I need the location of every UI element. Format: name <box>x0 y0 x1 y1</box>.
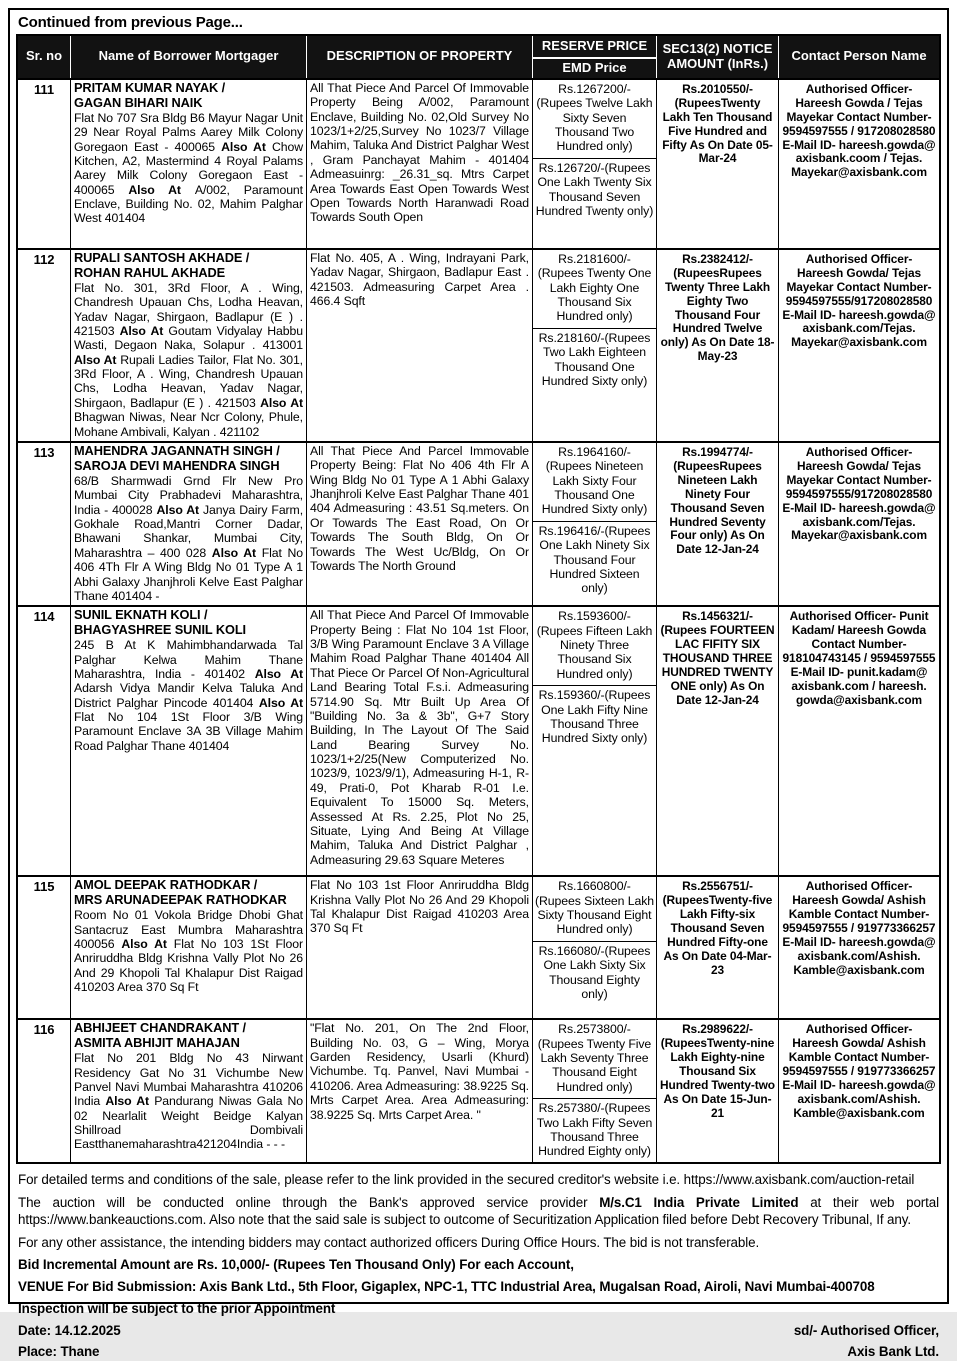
reserve-price-value: Rs.1964160/- (Rupees Nineteen Lakh Sixty Four Thousand One Hundred Sixty only) <box>533 443 656 522</box>
price-cell <box>532 443 656 605</box>
notice-amount-value: Rs.1456321/- (Rupees FOURTEEN LAC FIFITY SIX THOUSAND THREE HUNDRED TWENTY ONE only) As On Date 12-Jan-24 <box>656 607 778 875</box>
table-row <box>18 248 939 441</box>
price-cell <box>532 1020 656 1162</box>
borrower-cell <box>70 1020 306 1162</box>
borrower-name-line1: MAHENDRA JAGANNATH SINGH / <box>74 442 280 458</box>
notice-amount-value: Rs.1994774/- (RupeesRupees Nineteen Lakh Ninety Four Thousand Seven Hundred Seventy Four only) As On Date 12-Jan-24 <box>656 443 778 605</box>
borrower-name-line1: AMOL DEEPAK RATHODKAR / <box>74 877 258 893</box>
row-serial-number: 112 <box>33 251 55 267</box>
borrower-address: Flat No 201 Bldg No 43 Nirwant Residency Gat No 31 Vichumbe New Panvel Navi Mumbai Maharashtra 410206 India Also At Pandurang Niwas Gala No 02 Nearlalit Weight Beidge Kalyan Shillroad Dombivali Eastthanemaharashtra421204India - - - <box>74 1051 304 1152</box>
assistance-line: For any other assistance, the intending bidders may contact authorized officers During Office Hours. The bid is not transferable. <box>18 1234 760 1250</box>
property-description: Flat No. 405, A . Wing, Indrayani Park, Yadav Nagar, Shirgaon, Badlapur East . 421503. Admeasuring Carpet Area . 466.4 Sqft <box>306 250 532 441</box>
borrower-cell <box>70 250 306 441</box>
row-serial-number: 115 <box>33 879 55 895</box>
header-borrower-name: Name of Borrower Mortgager <box>70 36 306 78</box>
place-bank-row <box>18 1344 939 1361</box>
reserve-price-value: Rs.1593600/- (Rupees Fifteen Lakh Ninety Three Thousand Six Hundred only) <box>533 607 656 686</box>
reserve-price-value: Rs.1267200/- (Rupees Twelve Lakh Sixty Seven Thousand Two Hundred only) <box>533 80 656 159</box>
notice-amount-value: Rs.2989622/- (RupeesTwenty-nine Lakh Eighty-nine Thousand Six Hundred Twenty-two As On Date 15-Jun-21 <box>656 1020 778 1162</box>
header-reserve-price: RESERVE PRICE <box>533 36 656 59</box>
property-description: All That Piece And Parcel Of Immovable Property Being A/002, Paramount Enclave, Building No. 02,Old Survey No 1023/1+2/25,Survey No 1023/7 Village Mahim, Taluka And District Palghar West , Gram Panchayat Mahim - 401404 Admeasuinrg: _26.31_sq. Mtrs Carpet Area Towards East Open Towards West Open Towards North Haranwadi Road Towards South Open <box>306 80 532 248</box>
borrower-name-line1: RUPALI SANTOSH AKHADE / <box>74 249 250 265</box>
date-signature-row <box>18 1323 939 1340</box>
row-serial-number: 113 <box>33 444 55 460</box>
date-label: Date: 14.12.2025 <box>18 1322 121 1338</box>
terms-line: For detailed terms and conditions of the sale, please refer to the link provided in the secured creditor's website i.e. https://www.axisbank.com/auction-retail <box>18 1172 915 1188</box>
borrower-cell <box>70 877 306 1018</box>
bank-name-label: Axis Bank Ltd. <box>847 1344 939 1360</box>
borrower-address: Flat No. 301, 3Rd Floor, A . Wing, Chandresh Upauan Chs, Lodha Heavan, Yadav Nagar, Shirgaon, Badlapur (E ) . 421503 Also At Goutam Vidyalay Habbu Wasti, Degaon Naka, Solapur . 413001 Also At Rupali Ladies Tailor, Flat No. 301, 3Rd Floor, A . Wing, Chandresh Upauan Chs, Lodha Heavan, Yadav Nagar, Shirgaon, Badlapur (E ) . 421503 Also At Bhagwan Niwas, Near Ncr Colony, Phule, Mohane Ambivali, Kalyan . 421102 <box>74 280 304 439</box>
borrower-address: 245 B At K Mahimbhandarwada Tal Palghar Kelwa Mahim Thane Maharashtra, India - 401402 Also At Adarsh Vidya Mandir Kelva Taluka And District Palghar Pincode 401404 Also At Flat No 104 1St Floor 3/B Wing Paramount Enclave 3A 3B Village Mahim Road Palghar Thane 401404 <box>74 638 304 753</box>
borrower-name-line1: PRITAM KUMAR NAYAK / <box>74 79 226 95</box>
contact-person-value: Authorised Officer- Hareesh Gowda/ Ashish Kamble Contact Number- 9594597555 / 919773366257 E-Mail ID- hareesh.gowda@ axisbank.com/Ashish. Kamble@axisbank.com <box>778 1020 939 1162</box>
bid-increment-line: Bid Incremental Amount are Rs. 10,000/- (Rupees Ten Thousand Only) For each Account, <box>18 1257 574 1273</box>
property-description: All That Piece And Parcel Immovable Property Being: Flat No 406 4th Flr A Wing Bldg No 01 Type A 1 Abhi Galaxy Jhanjhroli Kelve East Palghar Thane 401 404 Admeasuring : 43.51 Sq.meters. On Or Towards The East Road, On Or Towards The South Bldg, On Or Towards The West Uc/Bldg, On Or Towards The North Ground <box>306 443 532 605</box>
header-contact-person: Contact Person Name <box>778 36 939 78</box>
footer-notes <box>16 1164 941 1361</box>
notice-amount-value: Rs.2382412/- (RupeesRupees Twenty Three Lakh Eighty Two Thousand Four Hundred Twelve only) As On Date 18-May-23 <box>656 250 778 441</box>
borrower-address: Room No 01 Vokola Bridge Dhobi Ghat Santacruz East Mumbra Maharashtra 400056 Also At Flat No 103 1St Floor Anriruddha Bldg Krishna Vally Plot No 26 And 29 Khopoli Tal Khalapur Dist Raigad 410203 Area 370 Sq Ft <box>74 908 303 995</box>
contact-person-value: Authorised Officer- Hareesh Gowda/ Tejas Mayekar Contact Number- 9594597555/917208028580 E-Mail ID- hareesh.gowda@ axisbank.com/Tejas. Mayekar@axisbank.com <box>778 250 939 441</box>
table-row <box>18 441 939 605</box>
contact-person-value: Authorised Officer- Punit Kadam/ Hareesh Gowda Contact Number- 918104743145 / 9594597555 E-Mail ID- punit.kadam@ axisbank.com / hareesh. gowda@axisbank.com <box>778 607 939 875</box>
property-description: Flat No 103 1st Floor Anriruddha Bldg Krishna Vally Plot No 26 And 29 Khopoli Tal Khalapur Dist Raigad 410203 Area 370 Sq Ft <box>306 877 532 1018</box>
emd-price-value: Rs.257380/-(Rupees Two Lakh Fifty Seven Thousand Three Hundred Eighty only) <box>536 1101 653 1159</box>
reserve-price-value: Rs.1660800/- (Rupees Sixteen Lakh Sixty Thousand Eight Hundred only) <box>533 877 656 942</box>
notice-amount-value: Rs.2556751/- (RupeesTwenty-five Lakh Fifty-six Thousand Seven Hundred Fifty-one As On Date 04-Mar-23 <box>656 877 778 1018</box>
header-notice-amount: SEC13(2) NOTICE AMOUNT (InRs.) <box>656 36 778 78</box>
borrower-cell <box>70 443 306 605</box>
page-frame <box>8 8 949 1360</box>
header-emd-price: EMD Price <box>562 59 627 75</box>
borrower-name-line2: ASMITA ABHIJIT MAHAJAN <box>74 1035 240 1051</box>
emd-price-value: Rs.166080/-(Rupees One Lakh Sixty Six Thousand Eighty only) <box>538 943 651 1001</box>
borrower-name-line2: GAGAN BIHARI NAIK <box>74 94 203 110</box>
property-description: All That Piece And Parcel Of Immovable Property Being : Flat No 104 1st Floor, 3/B Wing Paramount Enclave 3 A Village Mahim Road Palghar Thane 401404 All That Piece Or Parcel Of Non-Agricultural Land Bearing Total F.s.i. Admeasuring 5714.90 Sq. Mtr Built Up Area Of "Building No. 3a & 3b", G+7 Story Building, In The Layout Of The Said Land Bearing Survey No. 1023/1+2/25(New Computerized No. 1023/9, 1023/9/1), Admeasuring H-1, R-49, Prati-0, Pot Kharab R-01 I.e. Equivalent To 15000 Sq. Meters, Assessed At Rs. 2.25, Plot No 25, Situate, Lying And Being At Village Mahim, Taluka And District Palghar , Admeasuring 29.63 Square Meteres <box>306 607 532 875</box>
header-price-group <box>532 36 656 78</box>
row-serial-number: 114 <box>33 609 55 625</box>
row-serial-number: 116 <box>33 1022 55 1038</box>
emd-price-value: Rs.196416/-(Rupees One Lakh Ninety Six Thousand Four Hundred Sixteen only) <box>538 523 651 596</box>
auction-table <box>16 34 941 1164</box>
header-sr: Sr. no <box>25 48 63 64</box>
row-serial-number: 111 <box>34 81 54 97</box>
emd-price-value: Rs.159360/-(Rupees One Lakh Fifty Nine Thousand Three Hundred Sixty only) <box>538 688 651 746</box>
notice-amount-value: Rs.2010550/- (RupeesTwenty Lakh Ten Thousand Five Hundred and Fifty As On Date 05-Mar-24 <box>656 80 778 248</box>
reserve-price-value: Rs.2573800/- (Rupees Twenty Five Lakh Seventy Three Thousand Eight Hundred only) <box>533 1020 656 1099</box>
venue-line: VENUE For Bid Submission: Axis Bank Ltd., 5th Floor, Gigaplex, NPC-1, TTC Industrial Area, Mugalsan Road, Airoli, Navi Mumbai-400708 <box>18 1279 875 1294</box>
price-cell <box>532 607 656 875</box>
header-description: DESCRIPTION OF PROPERTY <box>306 36 532 78</box>
table-row <box>18 875 939 1018</box>
table-header-row <box>18 36 939 78</box>
borrower-name-line2: MRS ARUNADEEPAK RATHODKAR <box>74 892 287 908</box>
price-cell <box>532 80 656 248</box>
property-description: "Flat No. 201, On The 2nd Floor, Building No. 03, G – Wing, Morya Garden Residency, Usarli (Khurd) Vichumbe. Tq. Panvel, Navi Mumbai - 410206. Area Admeasuring: 38.9225 Sq. Mrts Carpet Area. Area Admeasuring: 38.9225 Sq. Mrts Carpet Area. " <box>306 1020 532 1162</box>
auction-provider-line: The auction will be conducted online through the Bank's approved service provider M/s.C1 India Private Limited at their web portal https://www.bankeauctions.com. Also note that the said sale is subject to outcome of Securitization Application filed before Debt Recovery Tribunal, If any. <box>18 1195 940 1227</box>
borrower-name-line1: SUNIL EKNATH KOLI / <box>74 607 208 623</box>
signature-label: sd/- Authorised Officer, <box>793 1322 939 1338</box>
emd-price-value: Rs.218160/-(Rupees Two Lakh Eighteen Thousand One Hundred Sixty only) <box>538 330 651 388</box>
borrower-name-line1: ABHIJEET CHANDRAKANT / <box>74 1020 246 1036</box>
contact-person-value: Authorised Officer- Hareesh Gowda/ Ashish Kamble Contact Number- 9594597555 / 919773366257 E-Mail ID- hareesh.gowda@ axisbank.com/Ashish. Kamble@axisbank.com <box>778 877 939 1018</box>
place-label: Place: Thane <box>18 1344 100 1360</box>
table-row <box>18 1018 939 1162</box>
borrower-cell <box>70 80 306 248</box>
table-row <box>18 78 939 248</box>
reserve-price-value: Rs.2181600/- (Rupees Twenty One Lakh Eighty One Thousand Six Hundred only) <box>533 250 656 329</box>
borrower-name-line2: ROHAN RAHUL AKHADE <box>74 264 226 280</box>
contact-person-value: Authorised Officer- Hareesh Gowda / Tejas Mayekar Contact Number- 9594597555 / 917208028580 E-Mail ID- hareesh.gowda@ axisbank.coom / Tejas. Mayekar@axisbank.com <box>778 80 939 248</box>
price-cell <box>532 250 656 441</box>
continued-note: Continued from previous Page... <box>18 14 243 31</box>
borrower-name-line2: BHAGYASHREE SUNIL KOLI <box>74 622 247 638</box>
borrower-cell <box>70 607 306 875</box>
borrower-address: Flat No 707 Sra Bldg B6 Mayur Nagar Unit 29 Near Royal Palms Aarey Milk Colony Goregaon East - 400065 Also At Chow Kitchen, A2, Mastermind 4 Royal Palams Aarey Milk Colony Goregaon East - 400065 Also At A/002, Paramount Enclave, Building No. 02, Mahim Palghar West 401404 <box>74 110 304 226</box>
price-cell <box>532 877 656 1018</box>
inspection-line: Inspection will be subject to the prior Appointment <box>18 1300 336 1316</box>
contact-person-value: Authorised Officer- Hareesh Gowda/ Tejas Mayekar Contact Number- 9594597555/917208028580 E-Mail ID- hareesh.gowda@ axisbank.com/Tejas. Mayekar@axisbank.com <box>778 443 939 605</box>
borrower-name-line2: SAROJA DEVI MAHENDRA SINGH <box>74 457 280 473</box>
emd-price-value: Rs.126720/-(Rupees One Lakh Twenty Six Thousand Seven Hundred Twenty only) <box>535 160 654 218</box>
table-row <box>18 605 939 875</box>
table-body <box>18 78 939 1162</box>
borrower-address: 68/B Sharmwadi Grnd Flr New Pro Mumbai City Prabhadevi Maharashtra, India - 400028 Also At Janya Dairy Farm, Gokhale Road,Mantri Corner Dadar, Bhawani Shankar, Mumbai City, Maharashtra – 400 028 Also At Flat No 406 4Th Flr A Wing Bldg No 01 Type A 1 Abhi Galaxy Jhanjhroli Kelve East Palghar Thane 401404 - <box>74 473 304 603</box>
